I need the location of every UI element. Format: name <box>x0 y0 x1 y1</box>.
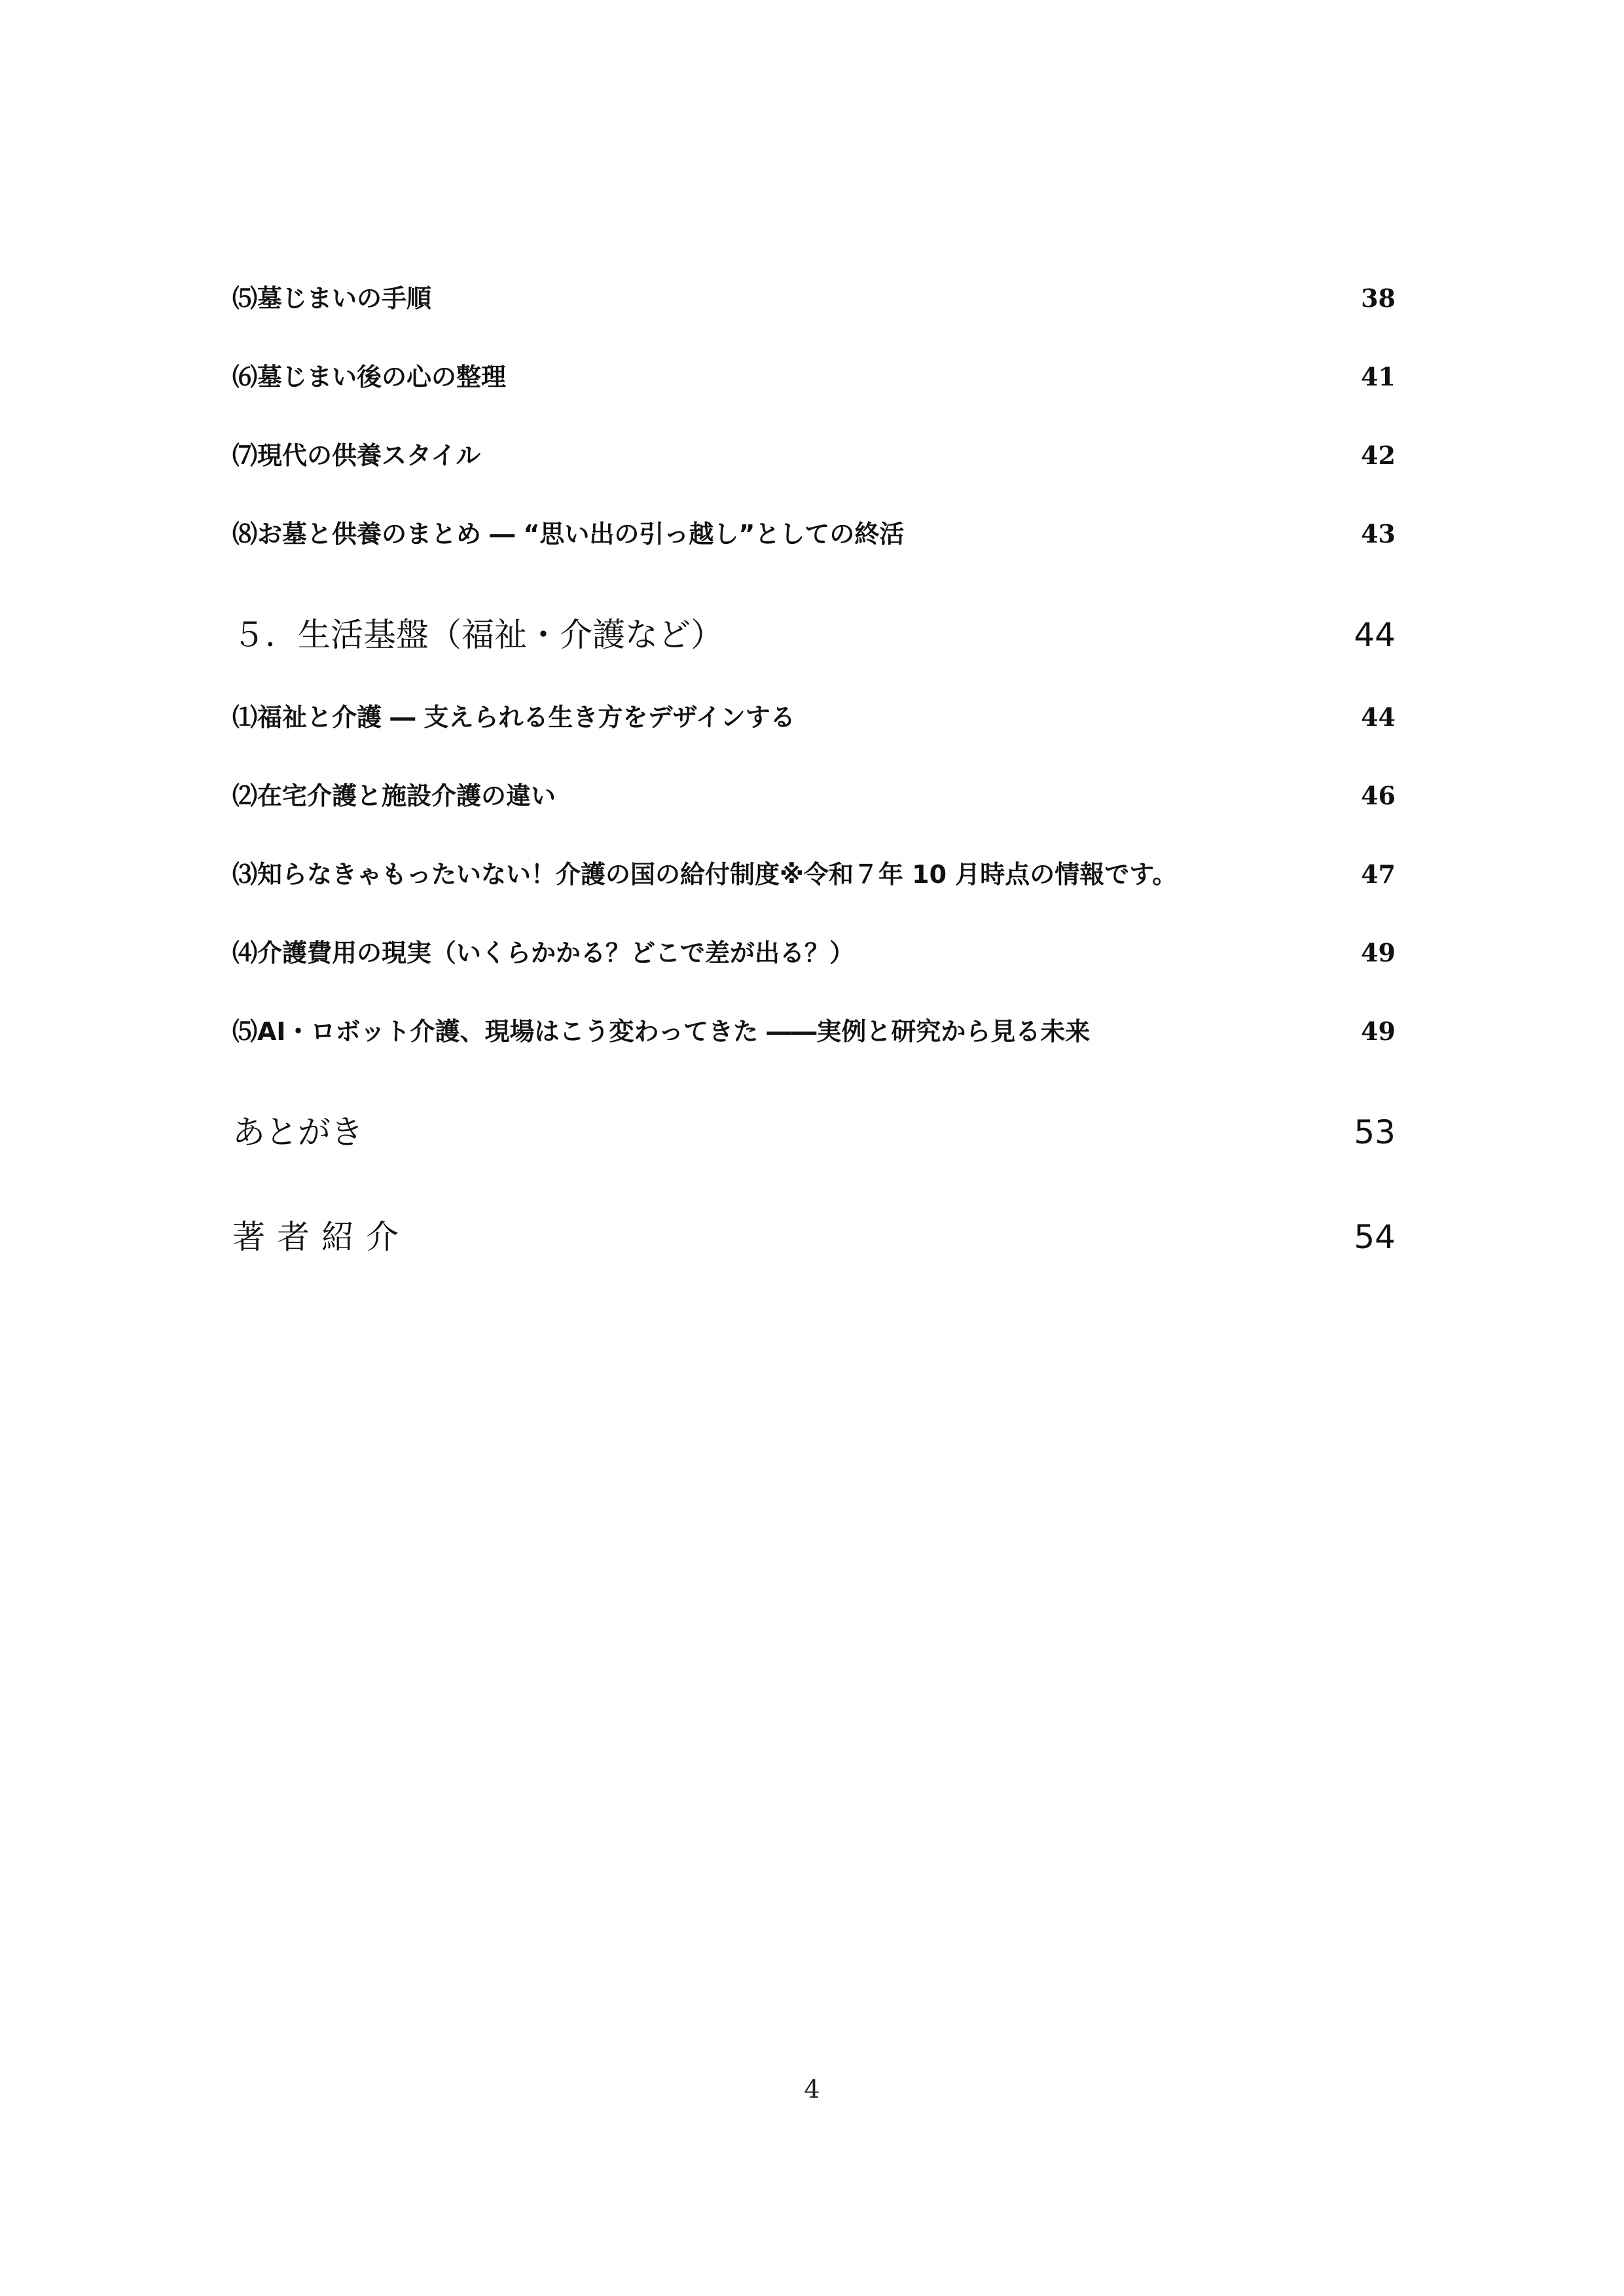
toc-chapter-page: 53 <box>1354 1113 1396 1151</box>
toc-entry-page: 43 <box>1361 519 1396 548</box>
toc-entry[interactable] <box>232 1011 1396 1047</box>
page-number: 4 <box>804 2075 820 2104</box>
toc-chapter-title: あとがき <box>232 1113 363 1151</box>
toc-chapter-page: 44 <box>1354 616 1396 654</box>
toc-entry[interactable] <box>232 514 1396 550</box>
toc-entry[interactable] <box>232 776 1396 812</box>
toc-entry-title: ⑸AI・ロボット介護、現場はこう変わってきた ――実例と研究から見る未来 <box>232 1017 1091 1046</box>
toc-entry[interactable] <box>232 854 1396 890</box>
toc-entry-page: 46 <box>1361 781 1396 810</box>
toc-entry[interactable] <box>232 697 1396 733</box>
toc-entry-title: ⑻お墓と供養のまとめ ― “思い出の引っ越し”としての終活 <box>232 520 905 548</box>
toc-entry-title: ⑵在宅介護と施設介護の違い <box>232 781 556 810</box>
toc-entry[interactable] <box>232 357 1396 393</box>
toc-chapter-title: ５．生活基盤（福祉・介護など） <box>232 616 723 654</box>
toc-entry-title: ⑹墓じまい後の心の整理 <box>232 363 507 391</box>
toc-entry-title: ⑸墓じまいの手順 <box>232 284 432 313</box>
toc-entry-page: 49 <box>1361 1016 1396 1046</box>
toc-chapter[interactable] <box>232 1106 1396 1153</box>
toc-entry-page: 41 <box>1361 362 1396 391</box>
toc-chapter-page: 54 <box>1354 1218 1396 1256</box>
toc-entry-title: ⑶知らなきゃもったいない！介護の国の給付制度※令和７年 10 月時点の情報です。 <box>232 860 1178 889</box>
toc-entry-page: 44 <box>1361 702 1396 732</box>
toc-entry-title: ⑺現代の供養スタイル <box>232 441 481 470</box>
toc-entry-page: 47 <box>1361 859 1396 889</box>
toc-entry-title: ⑴福祉と介護 ― 支えられる生き方をデザインする <box>232 703 795 732</box>
toc-chapter[interactable] <box>232 609 1396 656</box>
toc-chapter-title: 著者紹介 <box>232 1218 410 1256</box>
toc-chapter[interactable] <box>232 1211 1396 1258</box>
toc-entry-page: 38 <box>1361 283 1396 313</box>
toc-entry-page: 49 <box>1361 938 1396 967</box>
toc-entry-page: 42 <box>1361 440 1396 470</box>
toc-entry-title: ⑷介護費用の現実（いくらかかる？どこで差が出る？） <box>232 939 855 967</box>
toc-entry[interactable] <box>232 435 1396 471</box>
toc-entry[interactable] <box>232 933 1396 969</box>
toc-entry[interactable] <box>232 278 1396 314</box>
